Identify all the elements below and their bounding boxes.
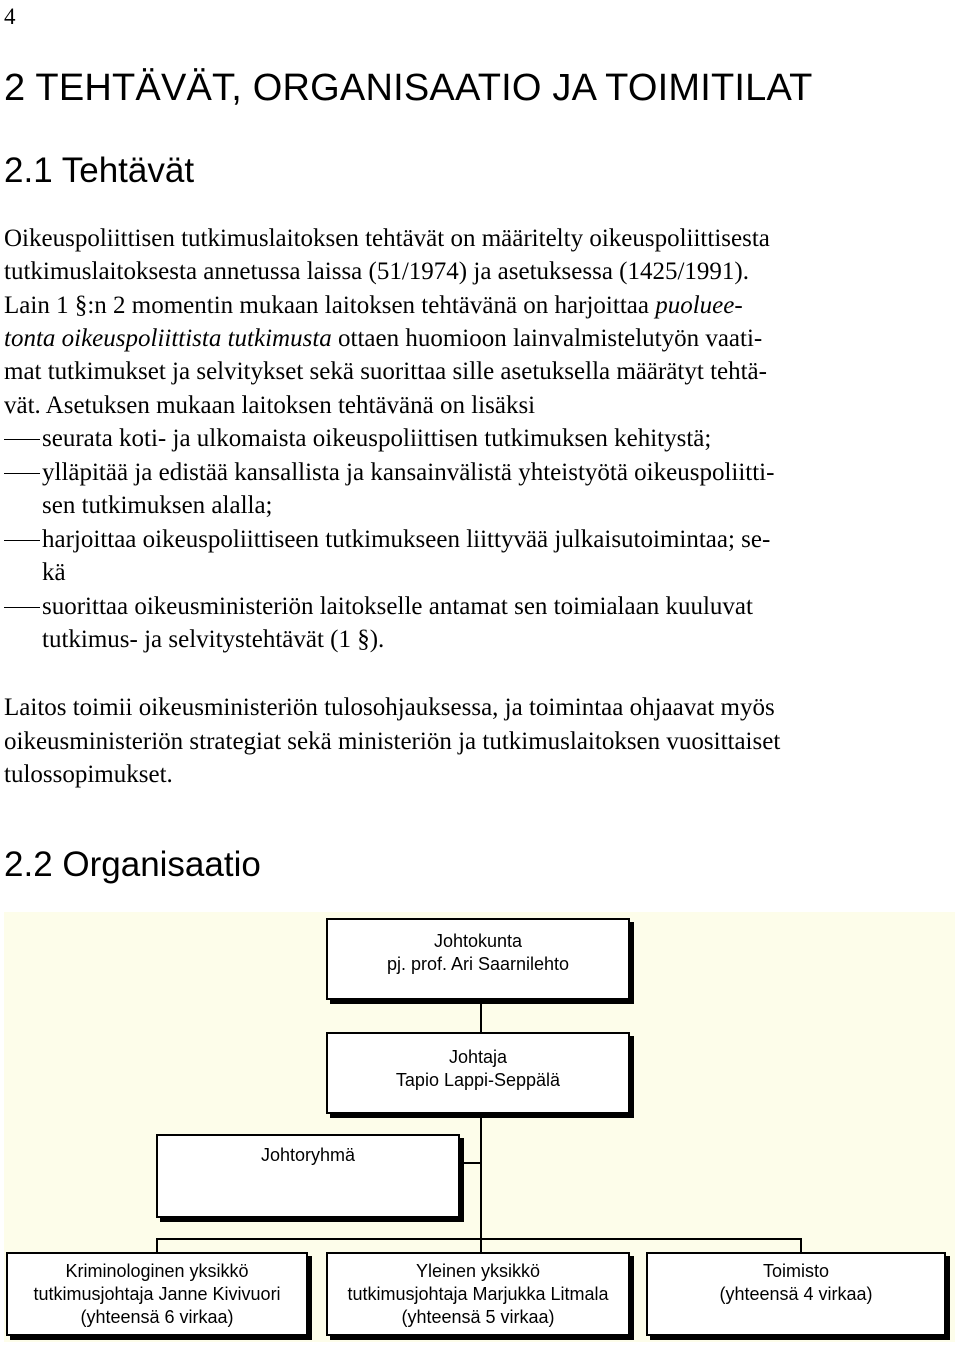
text-line: mat tutkimukset ja selvitykset sekä suorittaa sille asetuksella määrätyt tehtä- [4,358,767,385]
text-line: tutkimuslaitoksesta annetussa laissa (51/1974) ja asetuksessa (1425/1991). [4,258,750,285]
text-span: ottaen huomioon lainvalmistelutyön vaati- [331,325,763,352]
list-item [4,457,774,489]
chapter-title: 2 TEHTÄVÄT, ORGANISAATIO JA TOIMITILAT [4,67,813,109]
org-box-criminology-unit [6,1252,308,1336]
connector-line [800,1238,802,1252]
connector-line [156,1238,802,1240]
org-box-label: Kriminologinen yksikkö [65,1261,249,1281]
text-line [4,290,743,322]
italic-text: tonta oikeuspoliittista tutkimusta [4,325,332,352]
list-item-text: harjoittaa oikeuspoliittiseen tutkimukseen liittyvää julkaisutoimintaa; se- [42,526,771,553]
list-item [4,524,770,556]
org-chart [4,912,955,1342]
text-line: oikeusministeriön strategiat sekä ministeriön ja tutkimuslaitoksen vuosittaiset [4,728,781,755]
org-box-label: (yhteensä 5 virkaa) [401,1307,555,1327]
dash-icon [4,439,40,440]
org-box-board [326,918,630,1000]
list-item-text: sen tutkimuksen alalla; [42,492,273,519]
org-box-label: Johtaja [448,1047,508,1067]
section-title-organisaatio: 2.2 Organisaatio [4,845,261,884]
list-item [4,423,711,455]
list-item-text: tutkimus- ja selvitystehtävät (1 §). [42,626,385,653]
org-box-label: Johtoryhmä [260,1145,356,1165]
dash-icon [4,540,40,541]
list-item-text: suorittaa oikeusministeriön laitokselle antamat sen toimialaan kuuluvat [42,593,753,620]
italic-text: puoluee- [655,292,743,319]
list-item-text: kä [42,559,66,586]
org-box-label: tutkimusjohtaja Janne Kivivuori [33,1284,281,1304]
dash-icon [4,473,40,474]
text-line: Oikeuspoliittisen tutkimuslaitoksen tehtävät on määritelty oikeuspoliittisesta [4,225,770,252]
list-item-text: ylläpitää ja edistää kansallista ja kansainvälistä yhteistyötä oikeuspoliitti- [42,459,775,486]
org-box-label: Johtokunta [433,931,523,951]
text-line [4,323,762,355]
list-item [4,591,753,623]
org-box-label: (yhteensä 4 virkaa) [719,1284,873,1304]
text-span: Lain 1 §:n 2 momentin mukaan laitoksen tehtävänä on harjoittaa [4,292,656,319]
org-box-general-unit [326,1252,630,1336]
org-box-label: pj. prof. Ari Saarnilehto [386,954,570,974]
page-number: 4 [4,4,16,29]
section-title-tehtavat: 2.1 Tehtävät [4,151,195,190]
org-box-management-group [156,1134,460,1218]
org-box-label: Yleinen yksikkö [415,1261,541,1281]
org-box-office [646,1252,946,1336]
list-item-text: seurata koti- ja ulkomaista oikeuspoliittisen tutkimuksen kehitystä; [42,425,712,452]
connector-line [156,1238,158,1252]
org-box-label: (yhteensä 6 virkaa) [80,1307,234,1327]
dash-icon [4,607,40,608]
text-line: Laitos toimii oikeusministeriön tulosohjauksessa, ja toimintaa ohjaavat myös [4,694,775,721]
org-box-label: Tapio Lappi-Seppälä [395,1070,561,1090]
org-box-director [326,1032,630,1114]
text-line: vät. Asetuksen mukaan laitoksen tehtävänä on lisäksi [4,392,536,419]
org-box-label: tutkimusjohtaja Marjukka Litmala [347,1284,609,1304]
text-line: tulossopimukset. [4,761,173,788]
org-box-label: Toimisto [762,1261,829,1281]
